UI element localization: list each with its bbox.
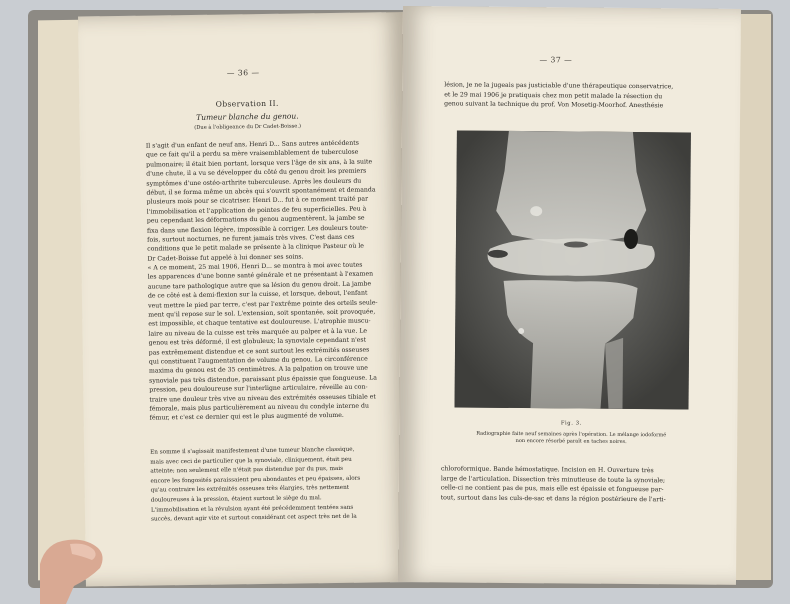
text-line: laire au niveau de la cuisse est très marquée au palper et à la vue. Le — [148, 327, 368, 338]
text-line: douloureuses à la pression, étaient surtout le siège du mal. — [150, 495, 322, 504]
text-line: « A ce moment, 25 mai 1906, Henri D... se montra à moi avec toutes — [147, 261, 363, 272]
text-line: peu cependant les déformations du genou augmentèrent, la jambe se — [146, 214, 365, 225]
figure-label: Fig. 3. — [560, 420, 582, 427]
text-line: que ce fait qu'il a perdu sa mère vraisemblablement de tuberculose — [145, 149, 359, 160]
observation-heading: Observation II. — [215, 98, 279, 109]
text-line: début, il se forma même un abcès qui s'ouvrit spontanément et demanda — [146, 186, 376, 197]
text-line: lésion, je ne la jugeais pas justiciable d'une thérapeutique conservatrice, — [444, 81, 674, 91]
knee-radiograph — [454, 130, 690, 409]
text-line: traire une douleur très vive au niveau des extrémités osseuses tibiale et — [149, 392, 376, 404]
right-bottom-text — [441, 464, 711, 505]
text-line: genou est très déformé, il est globuleux; la synoviale cependant n'est — [148, 336, 367, 347]
text-line: succès, devant agir vite et surtout considérant cet aspect très net de la — [151, 513, 357, 523]
page-number-right: — 37 — — [539, 55, 573, 65]
text-line: Il s'agit d'un enfant de neuf ans, Henri D... Sans autres antécédents — [145, 139, 359, 150]
text-line: et le 29 mai 1906 je pratiquais chez mon petit malade la résection du — [444, 90, 663, 100]
text-line: L'immobilisation et la révulsion ayant été précédemment tentées sans — [150, 504, 354, 514]
text-line: genou suivant la technique du prof. Von Mosetig-Moorhof. Anesthésie — [444, 100, 664, 110]
left-page — [78, 12, 412, 586]
text-line: plusieurs mois pour se cicatriser. Henri D... fut à ce moment traité par — [146, 195, 369, 206]
caption-line: non encore résorbé paraît en taches noires. — [515, 438, 627, 446]
text-line: mais avec ceci de particulier que la synoviale, cliniquement, était peu — [150, 456, 352, 466]
left-small-text — [150, 445, 399, 525]
text-line: les apparences d'une bonne santé générale et ne présentant à l'examen — [147, 270, 374, 282]
text-line: synoviale pas très distendue, paraissant plus épaissie que fongueuse. La — [149, 374, 377, 385]
text-line: l'immobilisation et l'application de pointes de feu superficielles. Peu à — [146, 205, 367, 216]
right-page — [398, 6, 741, 585]
text-line: fois, surtout nocturnes, ne furent jamais très vives. C'est dans ces — [147, 233, 355, 244]
text-line: symptômes d'une ostéo-arthrite tuberculeuse. Après les douleurs du — [146, 177, 362, 188]
text-line: fixa dans une flexion légère, impossible à corriger. Les douleurs toute- — [146, 224, 369, 235]
text-line: maxima du genou est de 35 centimètres. A la palpation on trouve une — [148, 364, 368, 375]
figure-caption — [454, 430, 688, 447]
text-line: de ce côté est à demi-flexion sur la cuisse, et lorsque, debout, l'enfant — [147, 289, 368, 300]
text-line: est impossible, et chaque tentative est douloureuse. L'atrophie muscu- — [148, 317, 371, 329]
left-body-text — [146, 138, 398, 423]
text-line: fémorale, mais plus particulièrement au niveau du condyle interne du — [149, 402, 369, 413]
observation-credit: (Due à l'obligeance du Dr Cadet-Boisse.) — [194, 123, 302, 131]
text-line: ment qu'il repose sur le sol. L'extension, soit spontanée, soit provoquée, — [148, 308, 376, 319]
text-line: aucune tare pathologique autre que sa lésion du genou droit. La jambe — [147, 280, 372, 291]
text-line: fémur, et c'est ce dernier qui est le plus augmenté de volume. — [149, 412, 344, 422]
text-line: d'une chute, il a vu se développer du côté du genou droit les premiers — [146, 167, 367, 178]
text-line: atteinte; non seulement elle n'était pas distendue par du pus, mais — [150, 466, 344, 475]
text-line: chloroformique. Bande hémostatique. Incision en H. Ouverture très — [440, 465, 654, 475]
text-line: En somme il s'agissait manifestement d'une tumeur blanche classique, — [150, 446, 355, 456]
text-line: encore les fongosités paraissaient peu abondantes et peu épaisses, alors — [150, 475, 361, 485]
text-line: conditions que le petit malade se présente à la clinique Pasteur où le — [147, 242, 364, 253]
text-line: pas extrêmement distendue et ce sont surtout les extrémités osseuses — [148, 346, 370, 357]
text-line: Dr Cadet-Boisse fut appelé à lui donner ses soins. — [147, 253, 304, 263]
right-top-text — [444, 80, 714, 111]
text-line: qui constituent l'augmentation de volume du genou. La circonférence — [148, 355, 368, 366]
caption-line: Radiographie faite neuf semaines après l'opération. Le mélange iodoformé — [476, 430, 667, 439]
text-line: celle-ci ne contient pas de pus, mais elle est épaissie et fongueuse par- — [440, 484, 664, 494]
page-number-left: — 36 — — [226, 68, 260, 78]
observation-subtitle: Tumeur blanche du genou. — [196, 111, 299, 122]
text-line: tout, surtout dans les culs-de-sac et dans la région postérieure de l'arti- — [440, 494, 666, 504]
text-line: qu'au contraire les extrémités osseuses très élargies, très nettement — [150, 485, 350, 494]
text-line: large de l'articulation. Dissection très minutieuse de toute la synoviale; — [440, 474, 666, 484]
thumb — [40, 534, 116, 604]
text-line: pulmonaire; il était bien portant, lorsque vers l'âge de six ans, à la suite — [146, 158, 373, 169]
text-line: veut mettre le pied par terre, c'est par l'extrême pointe des orteils seule- — [148, 299, 378, 310]
text-line: pression, peu douloureuse sur l'interligne articulaire, réveille au con- — [149, 383, 368, 394]
